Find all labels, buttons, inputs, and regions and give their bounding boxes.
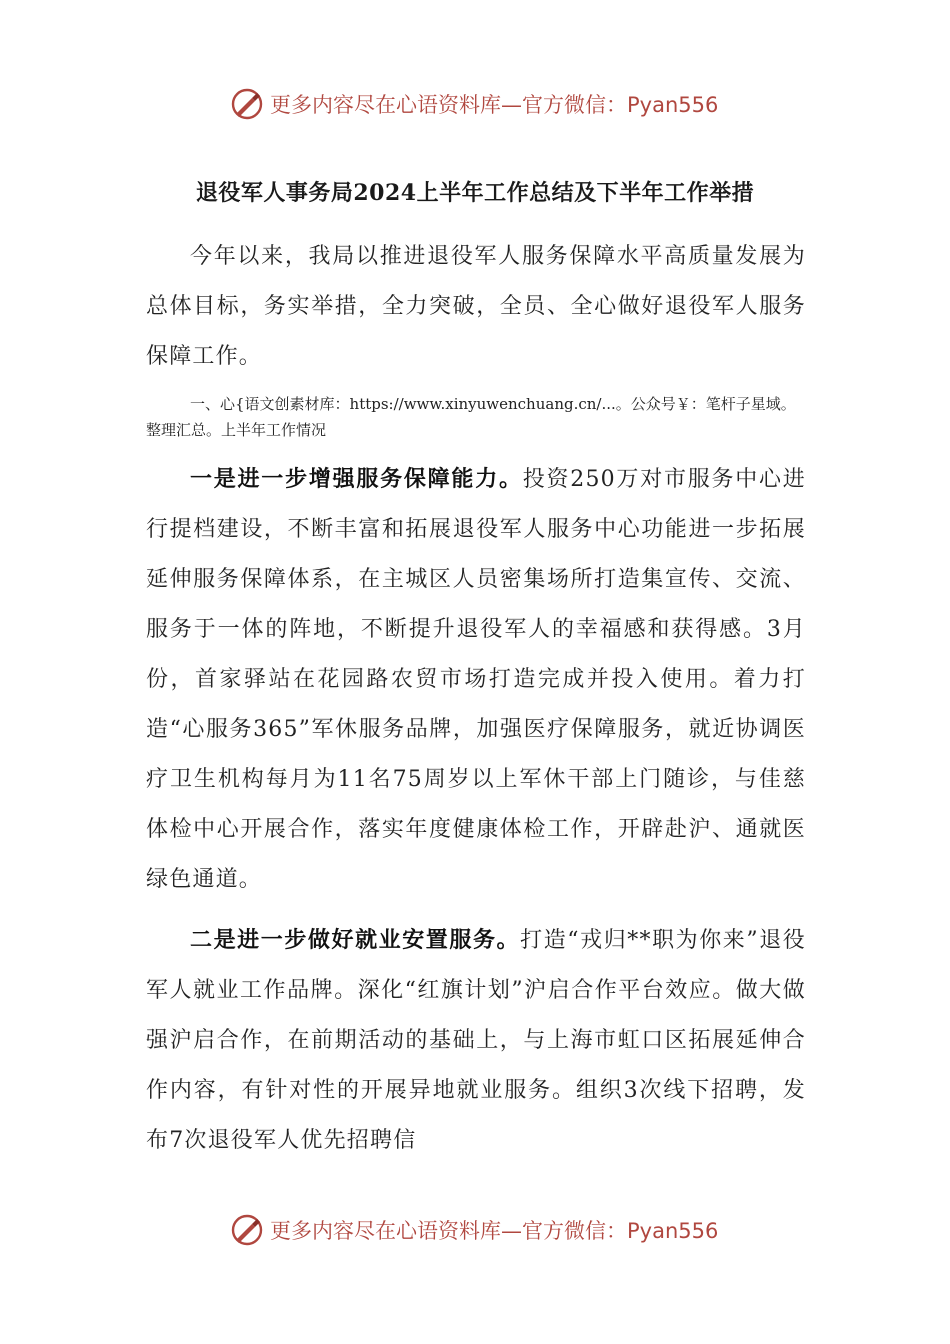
- paragraph-lead: 二是进一步做好就业安置服务。: [190, 927, 521, 953]
- pen-circle-icon: [230, 1213, 264, 1247]
- paragraph-lead: 一是进一步增强服务保障能力。: [190, 466, 523, 492]
- pen-circle-icon: [230, 87, 264, 121]
- document-title: 退役军人事务局2024上半年工作总结及下半年工作举措: [195, 180, 755, 206]
- paragraph-employment: [146, 915, 806, 1166]
- paragraph-body: 打造“戎归**职为你来”退役军人就业工作品牌。深化“红旗计划”沪启合作平台效应。做大做强沪启合作，在前期活动的基础上，与上海市虹口区拓展延伸合作内容，有针对性的开展异地就业服务。组织3次线下招聘，发布7次退役军人优先招聘信: [146, 928, 807, 1153]
- header-banner: [230, 84, 718, 124]
- paragraph-service-capacity: [146, 454, 806, 905]
- footer-banner: [230, 1210, 718, 1250]
- intro-paragraph: 今年以来，我局以推进退役军人服务保障水平高质量发展为总体目标，务实举措，全力突破，全员、全心做好退役军人服务保障工作。: [146, 244, 806, 369]
- section-heading: 一、心{语文创素材库：https://www.xinyuwenchuang.cn/...。公众号￥：笔杆子星域。整理汇总。上半年工作情况: [146, 395, 796, 439]
- footer-banner-text: 更多内容尽在心语资料库—官方微信：Pyan556: [270, 1219, 719, 1243]
- header-banner-text: 更多内容尽在心语资料库—官方微信：Pyan556: [270, 93, 719, 117]
- paragraph-body: 投资250万对市服务中心进行提档建设，不断丰富和拓展退役军人服务中心功能进一步拓展延伸服务保障体系，在主城区人员密集场所打造集宣传、交流、服务于一体的阵地，不断提升退役军人的幸福感和获得感。3月份，首家驿站在花园路农贸市场打造完成并投入使用。着力打造“心服务365”军休服务品牌，加强医疗保障服务，就近协调医疗卫生机构每月为11名75周岁以上军休干部上门随诊，与佳慈体检中心开展合作，落实年度健康体检工作，开辟赴沪、通就医绿色通道。: [146, 467, 806, 892]
